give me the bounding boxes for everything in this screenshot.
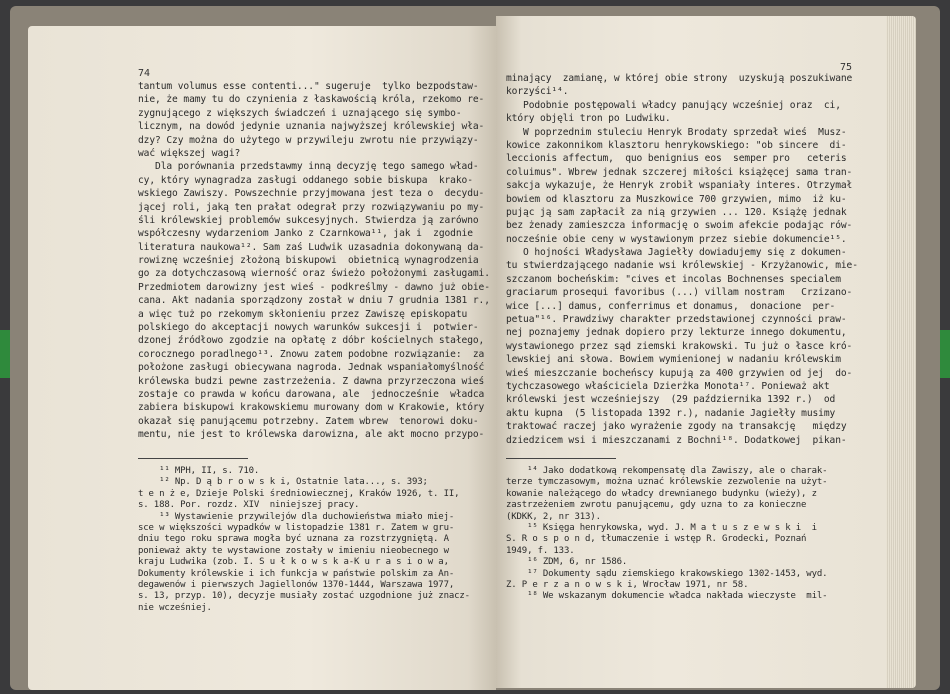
text-line: tantum volumus esse contenti..." sugeruje tylko bezpodstaw-: [138, 81, 479, 92]
footnote-line: t e n ż e, Dzieje Polski średniowiecznej, Kraków 1926, t. II,: [138, 488, 460, 499]
text-line: zostaje co prawda w końcu darowana, ale jednocześnie władca: [138, 388, 485, 400]
text-line: królewski jest wcześniejszy (29 października 1392 r.) od: [506, 394, 836, 406]
footnote-line: ¹⁶ ZDM, 6, nr 1586.: [506, 557, 628, 568]
text-line: śli królewskiej problemów sukcesyjnych. Stwierdza ją zarówno: [138, 214, 479, 226]
text-line: szczanom bocheńskim: "cives et incolas Bochnenses specialem: [506, 273, 841, 285]
footnote-line: 1949, f. 133.: [506, 545, 575, 556]
right-footnote-rule: [506, 458, 616, 459]
text-line: bez żenady zamieszcza informację o swoim afekcie podając rów-: [506, 220, 853, 232]
text-line: sakcja wykazuje, że Henryk zrobił wspaniały interes. Otrzymał: [506, 180, 853, 192]
text-line: jącej roli, jaką ten prałat odegrał przy rozwiązywaniu po my-: [138, 201, 485, 213]
footnote-line: (KDKK, 2, nr 313).: [506, 511, 601, 522]
footnote-line: s. 188. Por. rozdz. XIV niniejszej pracy.: [138, 500, 360, 511]
text-line: corocznego poradlnego¹³. Znowu zatem podobne rozwiązanie: za: [138, 348, 485, 360]
text-line: wać większej wagi?: [138, 147, 241, 159]
left-page: [28, 26, 496, 690]
page-number-left: 74: [138, 68, 151, 79]
right-page: [496, 16, 916, 688]
text-line: zygnującego z większych świadczeń i uznającego się symbo-: [138, 107, 462, 119]
text-line: petua"¹⁶. Prawdziwy charakter przedstawionej czynności praw-: [506, 314, 847, 326]
text-line: Przedmiotem darowizny jest wieś - podkreślmy - dawno już obie-: [138, 281, 490, 293]
footnote-line: S. R o s p o n d, tłumaczenie i wstęp R. Grodecki, Poznań: [506, 534, 807, 545]
text-line: nej poznajemy jednak dopiero przy lekturze innego dokumentu,: [506, 327, 847, 339]
footnote-line: dniu tego roku sprawa mogła być uznana za rozstrzygniętą. A: [138, 534, 449, 545]
page-edge-stack: [886, 16, 916, 688]
text-line: pując ją sam zapłacił za nią grzywien ... 120. Książę jednak: [506, 206, 847, 218]
text-line: kowice zakonnikom klasztoru henrykowskiego: "ob sincere di-: [506, 139, 847, 151]
text-line: nie, że mamy tu do czynienia z łaskawością króla, rzekomo re-: [138, 94, 485, 106]
text-line: zabiera biskupowi krakowskiemu murowany dom w Krakowie, który: [138, 402, 485, 414]
text-line: który objęli tron po Ludwiku.: [506, 113, 671, 125]
text-line: graciarum prosequi favoribus (...) villam nostram Crzizano-: [506, 287, 853, 299]
text-line: mentu, nie jest to królewska darowizna, ale akt mocno przypo-: [138, 429, 485, 441]
text-line: dzonej źródłowo zgodzie na opłatę z dóbr kościelnych stałego,: [138, 335, 485, 347]
footnote-line: kraju Ludwika (zob. I. S u ł k o w s k a-K u r a s i o w a,: [138, 557, 449, 568]
right-body-text: [506, 72, 858, 447]
text-line: O hojności Władysława Jagiełły dowiadujemy się z dokumen-: [506, 247, 847, 259]
left-footnote-rule: [138, 458, 248, 459]
left-footnotes: [138, 466, 470, 614]
text-line: leccionis affectum, quo benignius eos semper pro ceteris: [506, 153, 847, 165]
footnote-line: ¹³ Wystawienie przywilejów dla duchowieństwa miało miej-: [138, 511, 455, 522]
text-line: coluimus". Wbrew jednak szczerej miłości książęcej sama tran-: [506, 166, 853, 178]
text-line: królewska budzi pewne zastrzeżenia. Z dawna przyrzeczona wieś: [138, 375, 485, 387]
footnote-line: ¹⁷ Dokumenty sądu ziemskiego krakowskiego 1302-1453, wyd.: [506, 568, 828, 579]
text-line: literatura naukowa¹². Sam zaś Ludwik uzasadnia dokonywaną da-: [138, 241, 485, 253]
text-line: minający zamianę, w której obie strony uzyskują poszukiwane: [506, 73, 853, 84]
footnote-line: Z. P e r z a n o w s k i, Wrocław 1971, nr 58.: [506, 579, 749, 590]
footnote-line: ¹⁸ We wskazanym dokumencie władca nakłada wieczyste mil-: [506, 591, 828, 602]
footnote-line: ¹⁵ Księga henrykowska, wyd. J. M a t u s z e w s k i i: [506, 522, 817, 533]
text-line: tychczasowego właściciela Dzierżka Monota¹⁷. Ponieważ akt: [506, 380, 830, 392]
text-line: wice [...] damus, conferrimus et donamus, donacione per-: [506, 300, 836, 312]
text-line: współczesny wydarzeniom Janko z Czarnkowa¹¹, jak i zgodnie: [138, 228, 473, 240]
text-line: korzyści¹⁴.: [506, 86, 569, 98]
text-line: Podobnie postępowali władcy panujący wcześniej oraz ci,: [506, 99, 841, 111]
footnote-line: s. 13, przyp. 10), decyzje musiały zostać uzgodnione już znacz-: [138, 591, 470, 602]
footnote-line: sce w większości wypadków w listopadzie 1381 r. Zatem w gru-: [138, 522, 455, 533]
text-line: Dla porównania przedstawmy inną decyzję tego samego wład-: [138, 161, 479, 173]
text-line: go za dotychczasową wierność oraz świeżo położonymi zasługami.: [138, 268, 490, 280]
text-line: tu stwierdzającego nadanie wsi królewskiej - Krzyżanowic, mie-: [506, 260, 858, 272]
footnote-line: kowanie należącego do władcy drewnianego budynku (wieży), z: [506, 488, 817, 499]
text-line: cy, który wynagradza zasługi oddanego sobie biskupa krako-: [138, 174, 473, 186]
text-line: rowiznę wcześniej złożoną biskupowi obietnicą wynagrodzenia: [138, 255, 479, 267]
footnote-line: ¹¹ MPH, II, s. 710.: [138, 466, 260, 476]
right-footnotes: [506, 466, 827, 603]
text-line: polskiego do akceptacji nowych warunków sukcesji i potwier-: [138, 322, 479, 334]
footnote-line: nie wcześniej.: [138, 602, 212, 613]
text-line: cana. Akt nadania sporządzony został w dniu 7 grudnia 1381 r.,: [138, 295, 490, 307]
page-number-right: 75: [840, 62, 853, 73]
footnote-line: zastrzeżeniem zwrotu panującemu, gdy uzna to za konieczne: [506, 500, 807, 511]
text-line: licznym, na dowód jedynie uznania najwyższej królewskiej wła-: [138, 121, 485, 133]
text-line: położone zasługi obiecywana nagroda. Jednak wspaniałomyślność: [138, 362, 485, 374]
open-book: [10, 6, 940, 690]
left-body-text: [138, 80, 490, 442]
footnote-line: Dokumenty królewskie i ich funkcja w państwie polskim za An-: [138, 568, 455, 579]
text-line: wieś mieszczanie bocheńscy kupują za 400 grzywien od jej do-: [506, 367, 853, 379]
text-line: okazał się panującemu potrzebny. Zatem wbrew tenorowi doku-: [138, 415, 479, 427]
text-line: dziedzicem wsi i mieszczanami z Bochni¹⁸. Dodatkowej pikan-: [506, 434, 847, 446]
text-line: W poprzednim stuleciu Henryk Brodaty sprzedał wieś Musz-: [506, 126, 847, 138]
footnote-line: ponieważ akty te wystawione zostały w imieniu nieobecnego w: [138, 545, 449, 556]
text-line: a więc tuż po rzekomym skłonieniu przez Zawiszę episkopatu: [138, 308, 468, 320]
footnote-line: ¹² Np. D ą b r o w s k i, Ostatnie lata..., s. 393;: [138, 477, 428, 488]
text-line: nocześnie obie ceny w wystawionym przez siebie dokumencie¹⁵.: [506, 233, 847, 245]
text-line: dzy? Czy można do użytego w przywileju zwrotu nie przywiązy-: [138, 134, 479, 146]
text-line: traktować raczej jako wyrażenie zgody na transakcję między: [506, 421, 847, 433]
text-line: aktu kupna (5 listopada 1392 r.), nadanie Jagiełły musimy: [506, 407, 836, 419]
text-line: bowiem od klasztoru za Muszkowice 700 grzywien, mimo iż ku-: [506, 193, 847, 205]
text-line: wskiego Zawiszy. Powszechnie przyjmowana jest teza o decydu-: [138, 188, 485, 200]
text-line: wystawionego przez sąd ziemski krakowski. Tu już o łasce kró-: [506, 340, 853, 352]
footnote-line: degawenów i pierwszych Jagiellonów 1370-1444, Warszawa 1977,: [138, 579, 455, 590]
footnote-line: terze tymczasowym, można uznać królewskie zezwolenie na użyt-: [506, 477, 828, 488]
footnote-line: ¹⁴ Jako dodatkową rekompensatę dla Zawiszy, ale o charak-: [506, 466, 828, 476]
text-line: lewskiej ani słowa. Bowiem wymienionej w nadaniu królewskim: [506, 354, 841, 366]
